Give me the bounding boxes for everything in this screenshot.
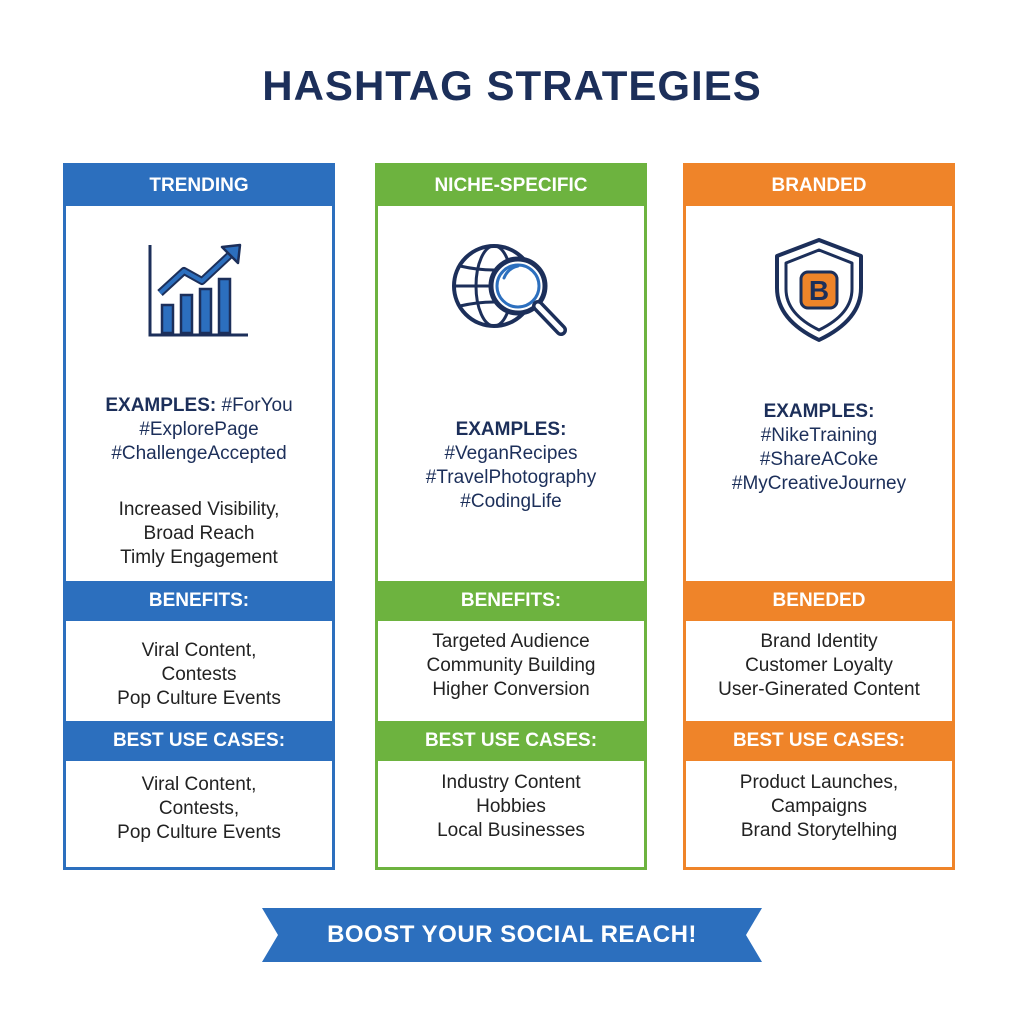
example-hashtag: #ExplorePage [139,419,259,440]
example-hashtag: #ChallengeAccepted [111,443,287,464]
list-item: Brand Storytelhing [740,820,898,841]
card-header: BRANDED [686,166,952,206]
example-hashtag: #TravelPhotography [425,467,597,488]
list-item: Local Businesses [437,820,585,841]
example-hashtag: #VeganRecipes [444,443,578,464]
list-item: Contests [161,664,237,685]
list-item: Contests, [158,798,240,819]
globe-search-icon [378,236,644,346]
use-cases-list [66,773,332,845]
list-item: Community Building [426,655,596,676]
list-item: Product Launches, [739,772,899,793]
summary [66,498,332,570]
examples [686,400,952,496]
benefits-list [66,639,332,711]
list-item: Viral Content, [141,640,257,661]
page-title: HASHTAG STRATEGIES [262,62,762,109]
list-item: Higher Conversion [432,679,590,700]
example-hashtag: #NikeTraining [760,425,878,446]
benefits-header: BENEFITS: [378,581,644,621]
summary-line: Increased Visibility, [118,499,280,520]
list-item: Brand Identity [760,631,878,652]
list-item: Industry Content [441,772,581,793]
use-cases-header: BEST USE CASES: [686,721,952,761]
examples-label: EXAMPLES: [455,419,567,440]
benefits-list [378,630,644,702]
use-cases-header: BEST USE CASES: [378,721,644,761]
examples [66,394,332,466]
list-item: Pop Culture Events [117,822,281,843]
use-cases-list [378,771,644,843]
example-hashtag: #ForYou [221,395,293,416]
use-cases-list [686,771,952,843]
use-cases-header: BEST USE CASES: [66,721,332,761]
examples [378,418,644,514]
card-header: TRENDING [66,166,332,206]
brand-shield-letter: B [808,275,830,306]
examples-label: EXAMPLES: [105,395,217,416]
card-branded [683,163,955,870]
chart-growth-icon [66,236,332,346]
list-item: Customer Loyalty [745,655,893,676]
summary-line: Broad Reach [143,523,255,544]
list-item: User-Ginerated Content [718,679,920,700]
benefits-header: BENEDED [686,581,952,621]
benefits-list [686,630,952,702]
benefits-header: BENEFITS: [66,581,332,621]
card-header: NICHE-SPECIFIC [378,166,644,206]
list-item: Campaigns [770,796,868,817]
examples-label: EXAMPLES: [763,401,875,422]
list-item: Hobbies [476,796,546,817]
card-trending [63,163,335,870]
list-item: Pop Culture Events [117,688,281,709]
example-hashtag: #CodingLife [460,491,562,512]
list-item: Viral Content, [141,774,257,795]
example-hashtag: #ShareACoke [759,449,879,470]
banner-text: BOOST YOUR SOCIAL REACH! [327,921,697,948]
card-niche-specific [375,163,647,870]
summary-line: Timly Engagement [120,547,278,568]
brand-shield-icon [686,236,952,346]
example-hashtag: #MyCreativeJourney [731,473,907,494]
list-item: Targeted Audience [432,631,590,652]
